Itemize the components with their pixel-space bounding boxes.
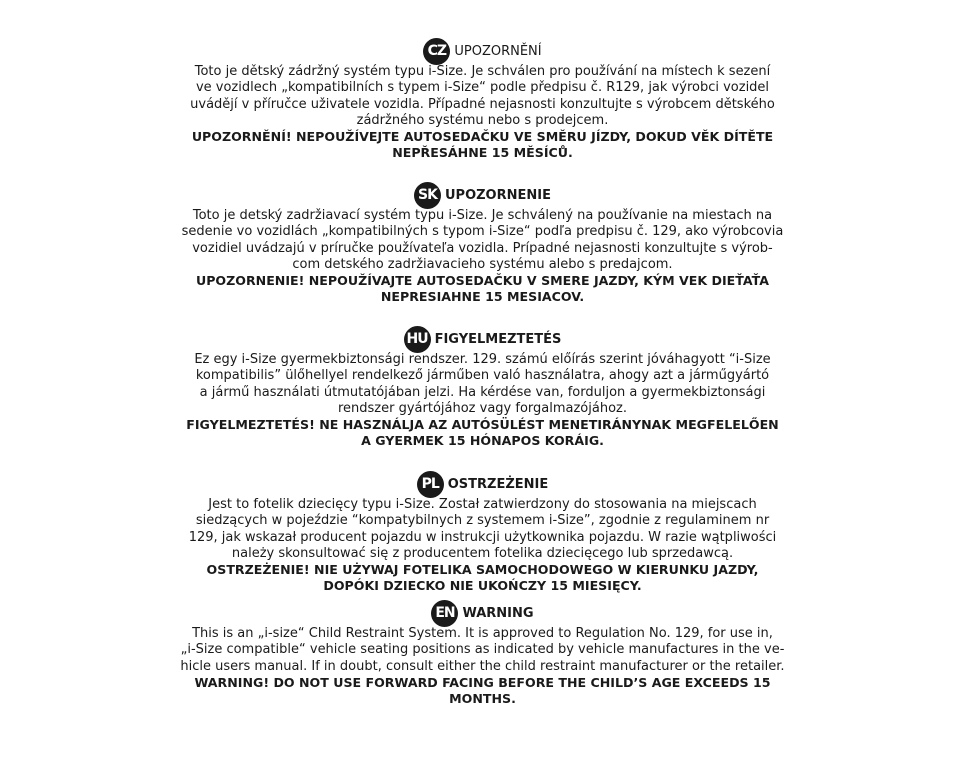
section-title: OSTRZEŻENIE bbox=[447, 476, 549, 492]
body-line: siedzących w pojeździe “kompatybilnych z systemem i-Size”, zgodnie z regulaminem nr bbox=[195, 513, 770, 529]
body-line: vozidiel uvádzajú v príručke používateľa vozidla. Prípadné nejasnosti konzultujte s výrob- bbox=[192, 240, 773, 256]
body-line: kompatibilis” ülőhellyel rendelkező járműben való használatra, ahogy azt a járműgyártó bbox=[195, 368, 770, 384]
body-line: com detského zadržiavacieho systému alebo s predajcom. bbox=[292, 256, 673, 272]
section-pl bbox=[0, 471, 965, 595]
section-cz bbox=[0, 38, 965, 162]
warning-line: DOPÓKI DZIECKO NIE UKOŃCZY 15 MIESIĘCY. bbox=[323, 578, 642, 594]
section-hu bbox=[0, 326, 965, 450]
body-line: Toto je detský zadržiavací systém typu i-Size. Je schválený na používanie na miestach na bbox=[192, 208, 773, 223]
warning-line: FIGYELMEZTETÉS! NE HASZNÁLJA AZ AUTÓSÜLÉST MENETIRÁNYNAK MEGFELELŐEN bbox=[186, 417, 779, 433]
body-line: należy skonsultować się z producentem fotelika dziecięcego lub sprzedawcą. bbox=[231, 545, 734, 561]
body-line: uvádějí v příručce uživatele vozidla. Případné nejasnosti konzultujte s výrobcem dětského bbox=[190, 96, 775, 112]
warning-line: MONTHS. bbox=[449, 691, 516, 707]
body-line: zádržného systému nebo s prodejcem. bbox=[356, 112, 609, 128]
section-header bbox=[0, 38, 965, 64]
section-en bbox=[0, 600, 965, 707]
language-badge-pl: PL bbox=[417, 471, 444, 498]
body-line: hicle users manual. If in doubt, consult either the child restraint manufacturer or the retailer. bbox=[180, 658, 785, 674]
language-badge-en: EN bbox=[431, 600, 458, 627]
section-title: UPOZORNĚNÍ bbox=[454, 43, 542, 59]
language-badge-cz: CZ bbox=[423, 38, 450, 65]
language-badge-hu: HU bbox=[404, 326, 431, 353]
warning-line: NEPŘESÁHNE 15 MĚSÍCŮ. bbox=[392, 145, 573, 161]
warning-line: UPOZORNĚNÍ! NEPOUŽÍVEJTE AUTOSEDAČKU VE SMĚRU JÍZDY, DOKUD VĚK DÍTĚTE bbox=[191, 129, 774, 145]
body-line: a jármű használati útmutatójában jelzi. Ha kérdése van, forduljon a gyermekbiztonsági bbox=[199, 384, 766, 400]
body-line: „i-Size compatible“ vehicle seating positions as indicated by vehicle manufactures in the ve- bbox=[180, 642, 785, 658]
section-title: FIGYELMEZTETÉS bbox=[434, 331, 562, 347]
body-line: rendszer gyártójához vagy forgalmazójához. bbox=[337, 400, 627, 416]
warning-line: WARNING! DO NOT USE FORWARD FACING BEFORE THE CHILD’S AGE EXCEEDS 15 bbox=[194, 674, 771, 690]
body-line: Ez egy i-Size gyermekbiztonsági rendszer. 129. számú előírás szerint jóváhagyott “i-Size bbox=[194, 352, 771, 367]
section-title: UPOZORNENIE bbox=[445, 187, 551, 203]
warning-line: A GYERMEK 15 HÓNAPOS KORÁIG. bbox=[361, 433, 604, 449]
section-header bbox=[0, 326, 965, 352]
language-badge-sk: SK bbox=[414, 182, 441, 209]
section-header bbox=[0, 182, 965, 208]
body-line: ve vozidlech „kompatibilních s typem i-Size“ podle předpisu č. R129, jak výrobci vozidel bbox=[195, 80, 770, 96]
warning-line: NEPRESIAHNE 15 MESIACOV. bbox=[380, 289, 585, 305]
body-line: sedenie vo vozidlách „kompatibilných s typom i-Size“ podľa predpisu č. 129, ako výrobcovia bbox=[181, 224, 784, 240]
section-header bbox=[0, 600, 965, 626]
section-header bbox=[0, 471, 965, 497]
body-line: Toto je dětský zádržný systém typu i-Size. Je schválen pro používání na místech k sezení bbox=[194, 64, 771, 79]
section-title: WARNING bbox=[462, 605, 534, 621]
body-line: Jest to fotelik dziecięcy typu i-Size. Został zatwierdzony do stosowania na miejscach bbox=[208, 497, 757, 512]
body-line: This is an „i-size“ Child Restraint System. It is approved to Regulation No. 129, for use in, bbox=[192, 626, 773, 641]
section-sk bbox=[0, 182, 965, 306]
body-line: 129, jak wskazał producent pojazdu w instrukcji użytkownika pojazdu. W razie wątpliwości bbox=[188, 529, 777, 545]
warning-line: UPOZORNENIE! NEPOUŽÍVAJTE AUTOSEDAČKU V SMERE JAZDY, KÝM VEK DIEŤAŤA bbox=[195, 273, 770, 289]
warning-line: OSTRZEŻENIE! NIE UŻYWAJ FOTELIKA SAMOCHODOWEGO W KIERUNKU JAZDY, bbox=[206, 562, 759, 578]
